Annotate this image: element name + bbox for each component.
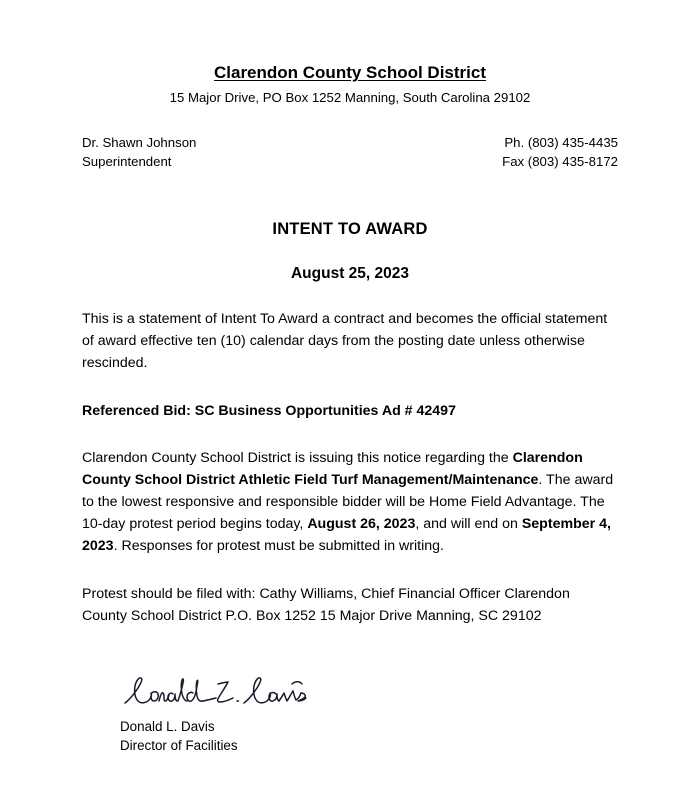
organization-address: 15 Major Drive, PO Box 1252 Manning, South Carolina 29102 [169,90,531,106]
award-notice-paragraph [82,447,618,558]
superintendent-name: Dr. Shawn Johnson [82,134,197,150]
organization-name: Clarendon County School District [213,63,487,82]
contact-numbers [502,133,618,171]
protest-end-date: September 4, 2023 [82,516,611,555]
document-content [82,0,618,755]
protest-filing-paragraph: Protest should be filed with: Cathy Williams, Chief Financial Officer Clarendon County School District P.O. Box 1252 15 Major Drive Manning, SC 29102 [82,585,570,624]
handwritten-signature-icon [120,673,310,715]
contact-information [82,133,618,171]
fax-number: Fax (803) 435-8172 [502,153,618,169]
notice-contract-name: Clarendon County School District Athletic Field Turf Management/Maintenance [82,449,583,488]
contact-person [82,133,196,171]
superintendent-title: Superintendent [82,153,172,169]
signer-name: Donald L. Davis [120,718,215,734]
notice-text-1: Clarendon County School District is issuing this notice regarding the [82,449,513,466]
signature-block [82,673,618,755]
protest-start-date: August 26, 2023 [307,516,416,533]
intent-statement-paragraph: This is a statement of Intent To Award a contract and becomes the official statement of award effective ten (10) calendar days from the posting date unless otherwise rescinded. [82,311,608,372]
signer-title: Director of Facilities [120,737,238,753]
page-title: INTENT TO AWARD [272,220,428,239]
letterhead [82,0,618,107]
notice-text-4: . Responses for protest must be submitted in writing. [113,538,444,555]
notice-text-2: . The award to the lowest responsive and responsible bidder will be Home Field Advantage. The 10-day protest period begins today, [82,471,614,533]
phone-number: Ph. (803) 435-4435 [504,134,618,150]
notice-text-3: , and will end on [415,516,522,533]
referenced-bid-line: Referenced Bid: SC Business Opportunities Ad # 42497 [82,402,456,419]
document-date: August 25, 2023 [290,265,410,283]
